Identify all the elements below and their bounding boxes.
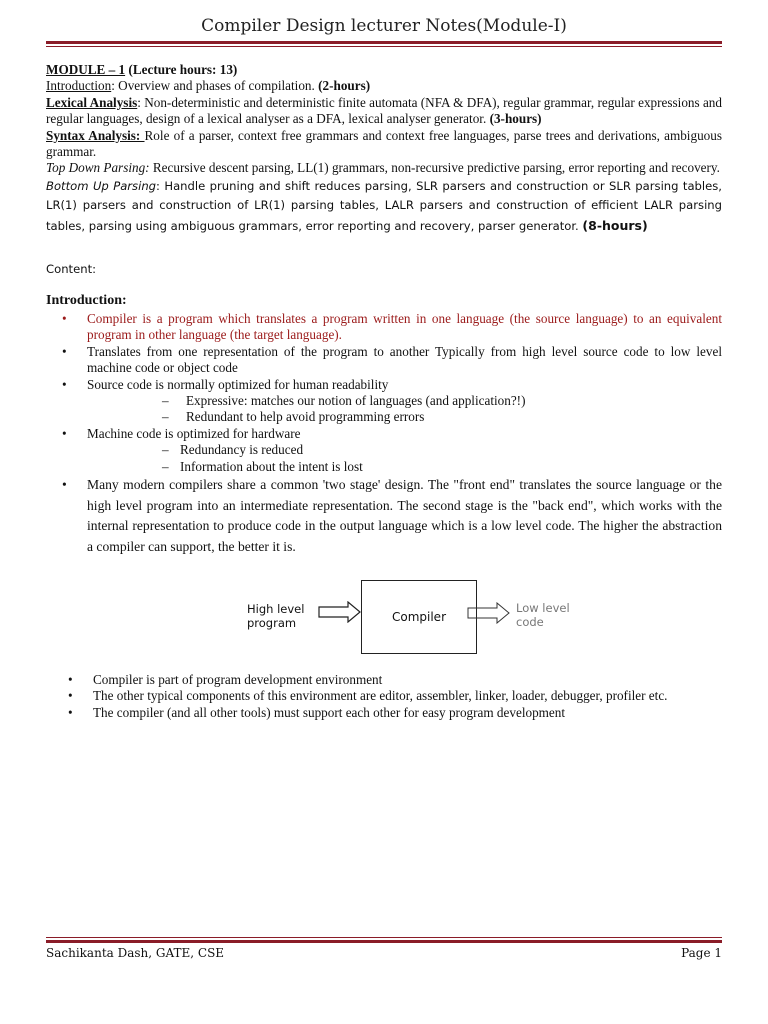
header-rule-thick [46, 41, 722, 44]
intro-hours: (2-hours) [318, 78, 371, 94]
list-item [46, 705, 722, 721]
syntax-text: Role of a parser, context free grammars and context free languages, parse trees and derivations, ambiguous grammar. [46, 127, 722, 160]
bullet-text: Source code is normally optimized for human readability [87, 376, 389, 392]
bottomup-hours: (8-hours) [582, 217, 648, 233]
bullet-text: Many modern compilers share a common 'two stage' design. The "front end" translates the source language or the high level program into an intermediate representation. The second stage is the "back end", which works with the internal representation to produce code in the output language which is a low level code. The higher the abstraction a compiler can support, the better it is. [87, 477, 722, 554]
lexical-line [46, 95, 722, 128]
list-item [46, 426, 722, 475]
module-hours: (Lecture hours: 13) [128, 62, 238, 77]
lexical-hours: (3-hours) [489, 111, 542, 127]
footer-rule-thick [46, 940, 722, 943]
topdown-line [46, 160, 722, 176]
sub-list-item [87, 442, 722, 458]
sub-bullet-text: Redundant to help avoid programming errors [186, 409, 425, 425]
bullet-text: Translates from one representation of the program to another Typically from high level source code to low level machine code or object code [87, 343, 722, 376]
sub-bullet-text: Expressive: matches our notion of languages (and application?!) [186, 393, 526, 409]
diagram-input-line1: High level [247, 602, 305, 616]
list-item [46, 688, 722, 704]
sub-list-item [87, 459, 722, 475]
diagram-input-label [247, 602, 304, 630]
bullet-text: The compiler (and all other tools) must support each other for easy program development [93, 704, 566, 720]
bullet-text: The other typical components of this environment are editor, assembler, linker, loader, debugger, profiler etc. [93, 688, 668, 704]
environment-list [46, 672, 722, 721]
introduction-heading: Introduction: [46, 293, 127, 308]
compiler-box [361, 580, 477, 654]
sub-bullet-text: Redundancy is reduced [180, 442, 304, 458]
list-item [46, 377, 722, 426]
diagram-output-line2: code [516, 615, 544, 629]
bullet-text: Compiler is a program which translates a program written in one language (the source language) to an equivalent program in other language (the target language). [87, 311, 722, 343]
introduction-list [46, 311, 722, 557]
lexical-text: : Non-deterministic and deterministic finite automata (NFA & DFA), regular grammar, regular expressions and regular languages, design of a lexical analyser as a DFA, lexical analyser generator. [46, 94, 722, 127]
list-item [46, 672, 722, 688]
syllabus-block [46, 62, 722, 236]
intro-label: Introduction [46, 78, 112, 94]
list-item [46, 475, 722, 557]
compiler-box-label: Compiler [391, 610, 446, 624]
bottomup-label: Bottom Up Parsing [46, 178, 157, 193]
sub-list-item [87, 393, 722, 409]
footer-author: Sachikanta Dash, GATE, CSE [46, 946, 225, 960]
diagram-output-line1: Low level [516, 601, 570, 615]
sub-bullet-text: Information about the intent is lost [180, 458, 363, 474]
list-item [46, 311, 722, 344]
syntax-label: Syntax Analysis: [46, 127, 145, 143]
input-arrow-icon [318, 601, 362, 623]
list-item [46, 344, 722, 377]
lexical-label: Lexical Analysis [46, 94, 138, 110]
topdown-text: Recursive descent parsing, LL(1) grammars, non-recursive predictive parsing, error reporting and recovery. [149, 160, 720, 176]
diagram-output-label [516, 601, 570, 629]
content-label: Content: [46, 262, 97, 276]
module-heading: MODULE – 1 [46, 62, 126, 77]
syntax-line [46, 128, 722, 161]
bullet-text: Compiler is part of program development environment [93, 672, 383, 687]
page-header-title: Compiler Design lecturer Notes(Module-I) [201, 16, 567, 36]
bottomup-text: : Handle pruning and shift reduces parsing, SLR parsers and construction or SLR parsing tables, LR(1) parsers and construction of LR(1) parsing tables, LALR parsers and construction of efficient LALR parsing tables, parsing using ambiguous grammars, error reporting and recovery, parser generator. [46, 178, 722, 233]
bullet-text: Machine code is optimized for hardware [87, 425, 301, 441]
header-rule-thin [46, 46, 722, 47]
bottomup-line [46, 177, 722, 237]
output-arrow-icon [467, 602, 511, 624]
topdown-label: Top Down Parsing: [46, 160, 150, 176]
module-line [46, 62, 722, 78]
footer-page-number: Page 1 [681, 946, 722, 960]
intro-text: : Overview and phases of compilation. [111, 78, 319, 94]
compiler-diagram [240, 580, 580, 660]
intro-syllabus-line [46, 78, 722, 94]
diagram-input-line2: program [247, 616, 297, 630]
footer-rule-thin [46, 937, 722, 938]
sub-list-item [87, 409, 722, 425]
